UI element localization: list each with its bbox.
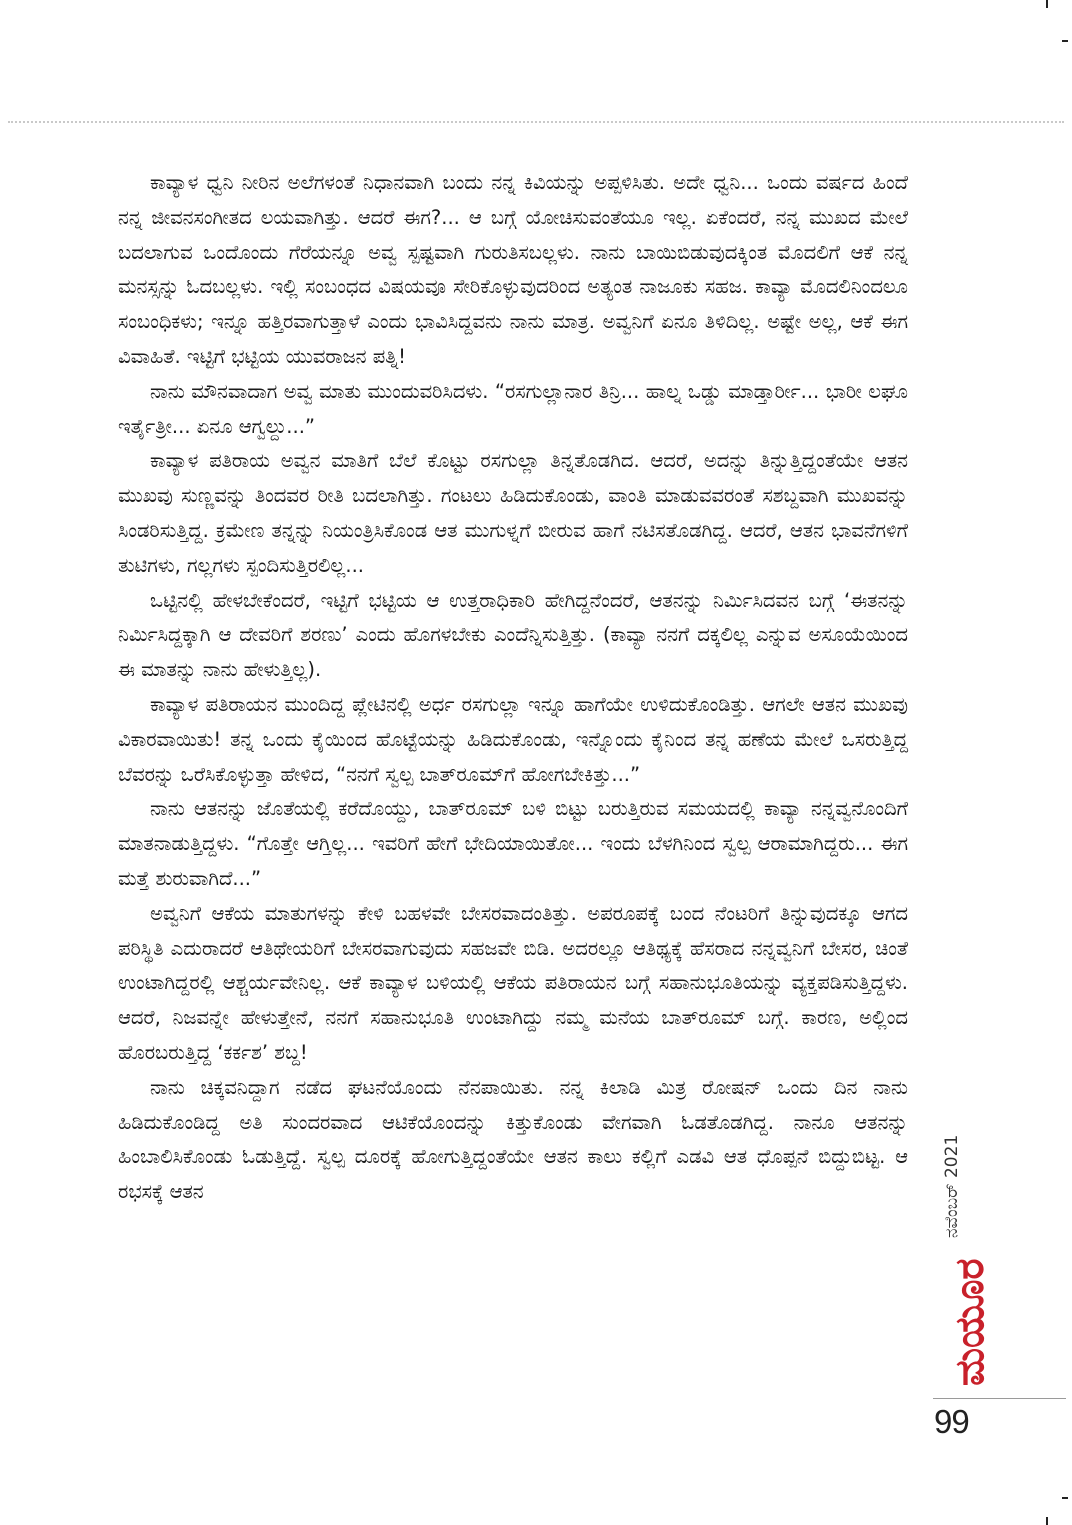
article-paragraph: ಒಟ್ಟಿನಲ್ಲಿ ಹೇಳಬೇಕೆಂದರೆ, ಇಟ್ಟಿಗೆ ಭಟ್ಟಿಯ ಆ ಉತ್ತರಾಧಿಕಾರಿ ಹೇಗಿದ್ದನೆಂದರೆ, ಆತನನ್ನು ನಿರ್ಮಿಸಿದವನ ಬಗ್ಗೆ ‘ಈತನನ್ನು ನಿರ್ಮಿಸಿದ್ದಕ್ಕಾಗಿ ಆ ದೇವರಿಗೆ ಶರಣು’ ಎಂದು ಹೊಗಳಬೇಕು ಎಂದೆನ್ನಿಸುತ್ತಿತ್ತು. (ಕಾವ್ಯಾ ನನಗೆ ದಕ್ಕಲಿಲ್ಲ ಎನ್ನುವ ಅಸೂಯೆಯಿಂದ ಈ ಮಾತನ್ನು ನಾನು ಹೇಳುತ್ತಿಲ್ಲ). — [118, 588, 908, 682]
article-paragraph: ಕಾವ್ಯಾಳ ಧ್ವನಿ ನೀರಿನ ಅಲೆಗಳಂತೆ ನಿಧಾನವಾಗಿ ಬಂದು ನನ್ನ ಕಿವಿಯನ್ನು ಅಪ್ಪಳಿಸಿತು. ಅದೇ ಧ್ವನಿ... ಒಂದು ವರ್ಷದ ಹಿಂದೆ ನನ್ನ ಜೀವನಸಂಗೀತದ ಲಯವಾಗಿತ್ತು. ಆದರೆ ಈಗ?... ಆ ಬಗ್ಗೆ ಯೋಚಿಸುವಂತೆಯೂ ಇಲ್ಲ. ಏಕೆಂದರೆ, ನನ್ನ ಮುಖದ ಮೇಲೆ ಬದಲಾಗುವ ಒಂದೊಂದು ಗೆರೆಯನ್ನೂ ಅವ್ವ ಸ್ಪಷ್ಟವಾಗಿ ಗುರುತಿಸಬಲ್ಲಳು. ನಾನು ಬಾಯಿಬಿಡುವುದಕ್ಕಿಂತ ಮೊದಲಿಗೆ ಆಕೆ ನನ್ನ ಮನಸ್ಸನ್ನು ಓದಬಲ್ಲಳು. ಇಲ್ಲಿ ಸಂಬಂಧದ ವಿಷಯವೂ ಸೇರಿಕೊಳ್ಳುವುದರಿಂದ ಅತ್ಯಂತ ನಾಜೂಕು ಸಹಜ. ಕಾವ್ಯಾ ಮೊದಲಿನಿಂದಲೂ ಸಂಬಂಧಿಕಳು; ಇನ್ನೂ ಹತ್ತಿರವಾಗುತ್ತಾಳೆ ಎಂದು ಭಾವಿಸಿದ್ದವನು ನಾನು ಮಾತ್ರ. ಅವ್ವನಿಗೆ ಏನೂ ತಿಳಿದಿಲ್ಲ. ಅಷ್ಟೇ ಅಲ್ಲ, ಆಕೆ ಈಗ ವಿವಾಹಿತೆ. ಇಟ್ಟಿಗೆ ಭಟ್ಟಿಯ ಯುವರಾಜನ ಪತ್ನಿ! — [118, 171, 908, 368]
magazine-logo-text: ಮಯೂರ — [947, 1258, 993, 1386]
crop-mark-right-bottom — [1062, 1497, 1068, 1499]
page-number-rule — [933, 1398, 1066, 1399]
article-paragraph: ನಾನು ಆತನನ್ನು ಜೊತೆಯಲ್ಲಿ ಕರೆದೊಯ್ದು, ಬಾತ್‌ರೂಮ್ ಬಳಿ ಬಿಟ್ಟು ಬರುತ್ತಿರುವ ಸಮಯದಲ್ಲಿ ಕಾವ್ಯಾ ನನ್ನವ್ವನೊಂದಿಗೆ ಮಾತನಾಡುತ್ತಿದ್ದಳು. “ಗೊತ್ತೇ ಆಗ್ತಿಲ್ಲ... ಇವರಿಗೆ ಹೇಗೆ ಭೇದಿಯಾಯಿತೋ... ಇಂದು ಬೆಳಗಿನಿಂದ ಸ್ವಲ್ಪ ಆರಾಮಾಗಿದ್ದರು... ಈಗ ಮತ್ತೆ ಶುರುವಾಗಿದೆ...” — [118, 797, 908, 890]
crop-mark-top — [1046, 0, 1048, 8]
header-dotted-rule — [8, 121, 1064, 123]
page-number: 99 — [934, 1403, 969, 1440]
article-paragraph: ಕಾವ್ಯಾಳ ಪತಿರಾಯನ ಮುಂದಿದ್ದ ಪ್ಲೇಟಿನಲ್ಲಿ ಅರ್ಧ ರಸಗುಲ್ಲಾ ಇನ್ನೂ ಹಾಗೆಯೇ ಉಳಿದುಕೊಂಡಿತ್ತು. ಆಗಲೇ ಆತನ ಮುಖವು ವಿಕಾರವಾಯಿತು! ತನ್ನ ಒಂದು ಕೈಯಿಂದ ಹೊಟ್ಟೆಯನ್ನು ಹಿಡಿದುಕೊಂಡು, ಇನ್ನೊಂದು ಕೈನಿಂದ ತನ್ನ ಹಣೆಯ ಮೇಲೆ ಒಸರುತ್ತಿದ್ದ ಬೆವರನ್ನು ಒರೆಸಿಕೊಳ್ಳುತ್ತಾ ಹೇಳಿದ, “ನನಗೆ ಸ್ವಲ್ಪ ಬಾತ್‌ರೂಮ್‌ಗೆ ಹೋಗಬೇಕಿತ್ತು...” — [118, 692, 908, 786]
article-paragraph: ಅವ್ವನಿಗೆ ಆಕೆಯ ಮಾತುಗಳನ್ನು ಕೇಳಿ ಬಹಳವೇ ಬೇಸರವಾದಂತಿತ್ತು. ಅಪರೂಪಕ್ಕೆ ಬಂದ ನೆಂಟರಿಗೆ ತಿನ್ನುವುದಕ್ಕೂ ಆಗದ ಪರಿಸ್ಥಿತಿ ಎದುರಾದರೆ ಆತಿಥೇಯರಿಗೆ ಬೇಸರವಾಗುವುದು ಸಹಜವೇ ಬಿಡಿ. ಅದರಲ್ಲೂ ಆತಿಥ್ಯಕ್ಕೆ ಹೆಸರಾದ ನನ್ನವ್ವನಿಗೆ ಬೇಸರ, ಚಿಂತೆ ಉಂಟಾಗಿದ್ದರಲ್ಲಿ ಆಶ್ಚರ್ಯವೇನಿಲ್ಲ. ಆಕೆ ಕಾವ್ಯಾಳ ಬಳಿಯಲ್ಲಿ ಆಕೆಯ ಪತಿರಾಯನ ಬಗ್ಗೆ ಸಹಾನುಭೂತಿಯನ್ನು ವ್ಯಕ್ತಪಡಿಸುತ್ತಿದ್ದಳು. ಆದರೆ, ನಿಜವನ್ನೇ ಹೇಳುತ್ತೇನೆ, ನನಗೆ ಸಹಾನುಭೂತಿ ಉಂಟಾಗಿದ್ದು ನಮ್ಮ ಮನೆಯ ಬಾತ್‌ರೂಮ್ ಬಗ್ಗೆ. ಕಾರಣ, ಅಲ್ಲಿಂದ ಹೊರಬರುತ್ತಿದ್ದ ‘ಕರ್ಕಶ’ ಶಬ್ದ! — [118, 901, 908, 1064]
article-paragraph: ಕಾವ್ಯಾಳ ಪತಿರಾಯ ಅವ್ವನ ಮಾತಿಗೆ ಬೆಲೆ ಕೊಟ್ಟು ರಸಗುಲ್ಲಾ ತಿನ್ನತೊಡಗಿದ. ಆದರೆ, ಅದನ್ನು ತಿನ್ನುತ್ತಿದ್ದಂತೆಯೇ ಆತನ ಮುಖವು ಸುಣ್ಣವನ್ನು ತಿಂದವರ ರೀತಿ ಬದಲಾಗಿತ್ತು. ಗಂಟಲು ಹಿಡಿದುಕೊಂಡು, ವಾಂತಿ ಮಾಡುವವರಂತೆ ಸಶಬ್ದವಾಗಿ ಮುಖವನ್ನು ಸಿಂಡರಿಸುತ್ತಿದ್ದ. ಕ್ರಮೇಣ ತನ್ನನ್ನು ನಿಯಂತ್ರಿಸಿಕೊಂಡ ಆತ ಮುಗುಳ್ನಗೆ ಬೀರುವ ಹಾಗೆ ನಟಿಸತೊಡಗಿದ್ದ. ಆದರೆ, ಆತನ ಭಾವನೆಗಳಿಗೆ ತುಟಿಗಳು, ಗಲ್ಲಗಳು ಸ್ಪಂದಿಸುತ್ತಿರಲಿಲ್ಲ... — [118, 449, 908, 577]
issue-date-label: ನವೆಂಬರ್ 2021 — [942, 1134, 962, 1238]
article-body — [118, 166, 908, 1210]
article-paragraph: ನಾನು ಮೌನವಾದಾಗ ಅವ್ವ ಮಾತು ಮುಂದುವರಿಸಿದಳು. “ರಸಗುಲ್ಲಾನಾರ ತಿನ್ರಿ... ಹಾಲ್ನ ಒಡ್ಡು ಮಾಡ್ತಾರ್ರೀ... ಭಾರೀ ಲಘೂ ಇರ್ತೈತ್ರೀ... ಏನೂ ಆಗ್ವಲ್ದು...” — [118, 379, 908, 438]
article-paragraph: ನಾನು ಚಿಕ್ಕವನಿದ್ದಾಗ ನಡೆದ ಘಟನೆಯೊಂದು ನೆನಪಾಯಿತು. ನನ್ನ ಕಿಲಾಡಿ ಮಿತ್ರ ರೋಷನ್ ಒಂದು ದಿನ ನಾನು ಹಿಡಿದುಕೊಂಡಿದ್ದ ಅತಿ ಸುಂದರವಾದ ಆಟಿಕೆಯೊಂದನ್ನು ಕಿತ್ತುಕೊಂಡು ವೇಗವಾಗಿ ಓಡತೊಡಗಿದ್ದ. ನಾನೂ ಆತನನ್ನು ಹಿಂಬಾಲಿಸಿಕೊಂಡು ಓಡುತ್ತಿದ್ದೆ. ಸ್ವಲ್ಪ ದೂರಕ್ಕೆ ಹೋಗುತ್ತಿದ್ದಂತೆಯೇ ಆತನ ಕಾಲು ಕಲ್ಲಿಗೆ ಎಡವಿ ಆತ ಧೊಪ್ಪನೆ ಬಿದ್ದುಬಿಟ್ಟ. ಆ ರಭಸಕ್ಕೆ ಆತನ — [118, 1075, 908, 1204]
crop-mark-bottom — [1046, 1517, 1048, 1525]
crop-mark-right-top — [1062, 40, 1068, 42]
